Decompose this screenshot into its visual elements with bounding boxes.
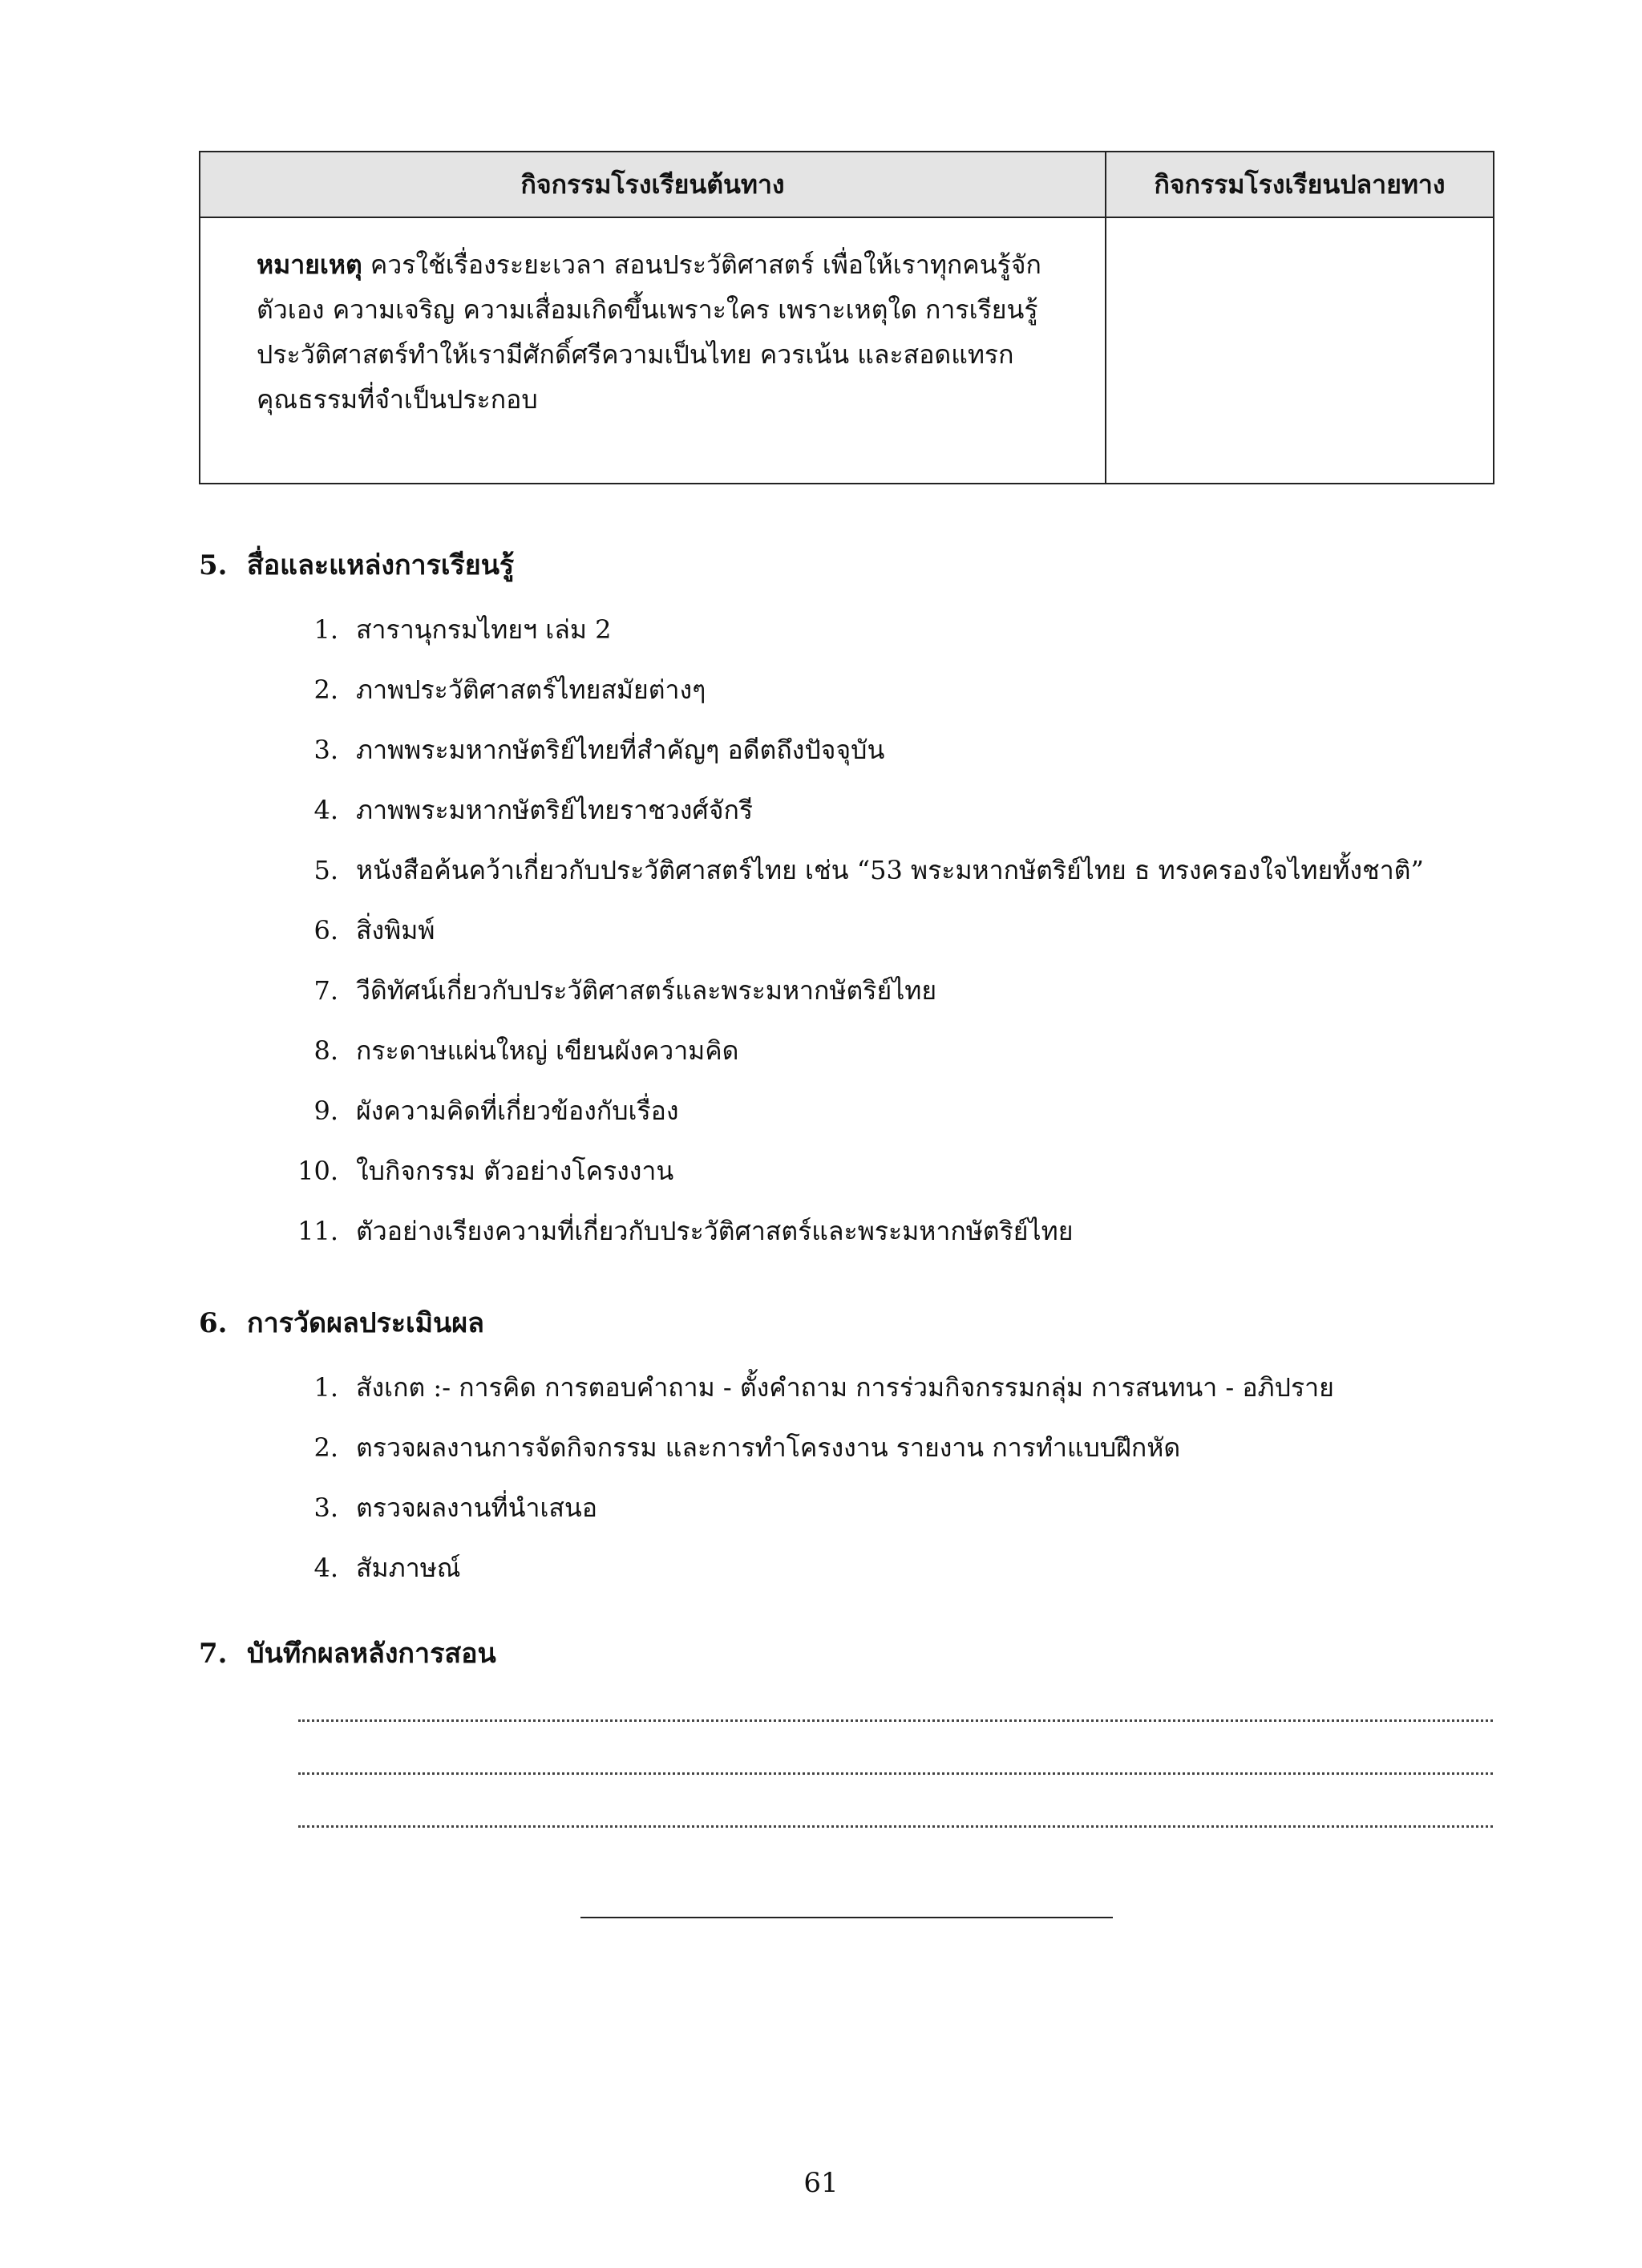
item-number: 3. <box>313 735 338 765</box>
item-text: วีดิทัศน์เกี่ยวกับประวัติศาสตร์และพระมหากษัตริย์ไทย <box>356 975 937 1006</box>
section-5-heading <box>199 548 514 583</box>
note-line-3: ประวัติศาสตร์ทำให้เรามีศักดิ์ศรีความเป็นไทย ควรเน้น และสอดแทรก <box>257 339 1014 370</box>
item-text: ใบกิจกรรม ตัวอย่างโครงงาน <box>356 1156 674 1186</box>
item-text: ตรวจผลงานที่นำเสนอ <box>356 1492 598 1523</box>
item-text: ตรวจผลงานการจัดกิจกรรม และการทำโครงงาน รายงาน การทำแบบฝึกหัด <box>356 1432 1181 1463</box>
item-text: สังเกต :- การคิด การตอบคำถาม - ตั้งคำถาม การร่วมกิจกรรมกลุ่ม การสนทนา - อภิปราย <box>356 1372 1334 1403</box>
list-item <box>289 672 1424 732</box>
item-number: 4. <box>313 795 338 825</box>
list-item <box>289 1550 1334 1610</box>
list-item <box>289 1213 1424 1274</box>
list-item <box>289 853 1424 913</box>
list-item <box>289 1490 1334 1550</box>
item-text: สัมภาษณ์ <box>356 1553 461 1583</box>
section-title: สื่อและแหล่งการเรียนรู้ <box>247 549 515 581</box>
item-text: ภาพพระมหากษัตริย์ไทยที่สำคัญๆ อดีตถึงปัจจุบัน <box>356 735 885 765</box>
section-number: 6. <box>199 1307 228 1339</box>
note-label: หมายเหตุ <box>257 249 362 280</box>
item-text: ภาพพระมหากษัตริย์ไทยราชวงศ์จักรี <box>356 795 753 825</box>
item-number: 1. <box>313 1372 338 1403</box>
item-text: ผังความคิดที่เกี่ยวข้องกับเรื่อง <box>356 1096 679 1126</box>
item-number: 2. <box>313 1432 338 1463</box>
item-number: 3. <box>313 1492 338 1523</box>
list-item <box>289 1093 1424 1153</box>
item-number: 4. <box>313 1553 338 1583</box>
item-number: 6. <box>313 915 338 946</box>
item-number: 2. <box>313 674 338 705</box>
item-number: 9. <box>313 1096 338 1126</box>
list-item <box>289 973 1424 1033</box>
list-item <box>289 732 1424 792</box>
learning-resources-list <box>289 612 1424 1274</box>
list-item <box>289 913 1424 973</box>
note-line-2: ตัวเอง ความเจริญ ความเสื่อมเกิดขึ้นเพราะใคร เพราะเหตุใด การเรียนรู้ <box>257 294 1038 325</box>
item-number: 10. <box>297 1156 338 1186</box>
item-text: หนังสือค้นคว้าเกี่ยวกับประวัติศาสตร์ไทย เช่น “53 พระมหากษัตริย์ไทย ธ ทรงครองใจไทยทั้งชาติ” <box>356 855 1424 885</box>
item-number: 7. <box>313 975 338 1006</box>
section-6-heading <box>199 1306 484 1341</box>
note-paragraph <box>200 218 1105 422</box>
list-item <box>289 792 1424 853</box>
section-number: 5. <box>199 549 228 581</box>
evaluation-list <box>289 1370 1334 1610</box>
list-item <box>289 1370 1334 1430</box>
table-header-row <box>200 152 1494 217</box>
list-item <box>289 1430 1334 1490</box>
end-rule <box>580 1917 1113 1918</box>
header-origin-school: กิจกรรมโรงเรียนต้นทาง <box>200 152 1106 217</box>
record-dotted-line-3 <box>298 1825 1493 1828</box>
section-number: 7. <box>199 1638 228 1670</box>
item-number: 11. <box>297 1216 338 1246</box>
item-text: ตัวอย่างเรียงความที่เกี่ยวกับประวัติศาสตร์และพระมหากษัตริย์ไทย <box>356 1216 1074 1246</box>
item-number: 8. <box>313 1035 338 1066</box>
header-destination-school: กิจกรรมโรงเรียนปลายทาง <box>1106 152 1494 217</box>
item-text: กระดาษแผ่นใหญ่ เขียนผังความคิด <box>356 1035 739 1066</box>
note-line-4: คุณธรรมที่จำเป็นประกอบ <box>257 384 538 415</box>
item-text: ภาพประวัติศาสตร์ไทยสมัยต่างๆ <box>356 674 706 705</box>
item-number: 1. <box>313 614 338 645</box>
record-dotted-line-2 <box>298 1772 1493 1775</box>
table-row <box>200 217 1494 484</box>
destination-school-cell <box>1106 217 1494 484</box>
section-title: บันทึกผลหลังการสอน <box>247 1638 496 1670</box>
item-number: 5. <box>313 855 338 885</box>
item-text: สิ่งพิมพ์ <box>356 915 435 946</box>
section-7-heading <box>199 1636 496 1671</box>
item-text: สารานุกรมไทยฯ เล่ม 2 <box>356 614 612 645</box>
record-dotted-line-1 <box>298 1719 1493 1722</box>
activity-table <box>199 151 1494 484</box>
section-title: การวัดผลประเมินผล <box>247 1307 485 1339</box>
list-item <box>289 1033 1424 1093</box>
note-text: ควรใช้เรื่องระยะเวลา สอนประวัติศาสตร์ เพื่อให้เราทุกคนรู้จัก <box>362 249 1041 280</box>
list-item <box>289 1153 1424 1213</box>
list-item <box>289 612 1424 672</box>
origin-school-cell <box>200 217 1106 484</box>
page-number: 61 <box>803 2167 839 2199</box>
note-line-1 <box>257 242 1076 287</box>
